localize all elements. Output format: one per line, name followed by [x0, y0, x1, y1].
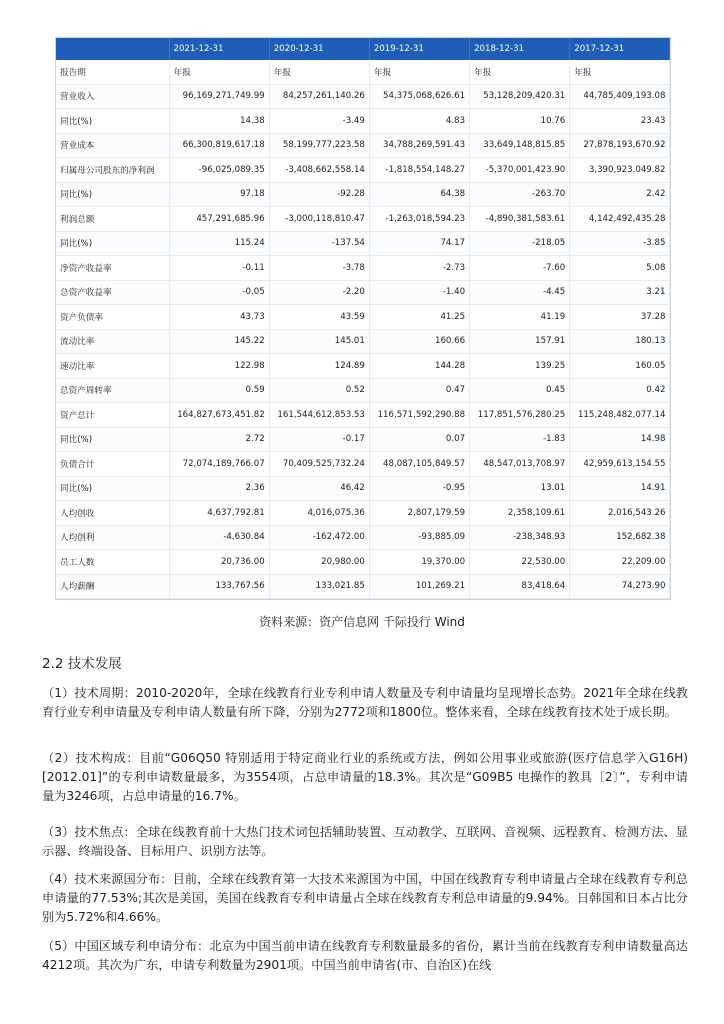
table-cell: 年报: [169, 60, 269, 84]
row-label: 人均薪酬: [56, 574, 169, 599]
table-cell: 0.42: [570, 378, 670, 403]
table-cell: 152,682.38: [570, 525, 670, 550]
table-cell: 117,851,576,280.25: [470, 403, 570, 428]
row-label: 资产总计: [56, 403, 169, 428]
table-cell: 14.91: [570, 476, 670, 501]
table-cell: 0.45: [470, 378, 570, 403]
table-cell: 74,273.90: [570, 574, 670, 599]
table-cell: 0.07: [369, 427, 469, 452]
table-cell: -3,000,118,810.47: [269, 207, 369, 232]
table-cell: 23.43: [570, 109, 670, 134]
table-cell: 48,087,105,849.57: [369, 452, 469, 477]
table-header-cell: 2017-12-31: [570, 38, 670, 60]
table-cell: 144.28: [369, 354, 469, 379]
table-cell: 13.01: [470, 476, 570, 501]
table-row: [56, 574, 670, 599]
table-cell: -92.28: [269, 182, 369, 207]
table-cell: -96,025,089.35: [169, 158, 269, 183]
table-cell: 4,016,075.36: [269, 501, 369, 526]
table-row: [56, 378, 670, 403]
row-label: 同比(%): [56, 427, 169, 452]
row-label: 利润总额: [56, 207, 169, 232]
table-cell: -93,885.09: [369, 525, 469, 550]
row-label: 总资产收益率: [56, 280, 169, 305]
row-label: 速动比率: [56, 354, 169, 379]
table-cell: 19,370.00: [369, 550, 469, 575]
table-cell: 3,390,923,049.82: [570, 158, 670, 183]
table-cell: -1.83: [470, 427, 570, 452]
table-cell: 4,142,492,435.28: [570, 207, 670, 232]
table-body: [56, 60, 670, 599]
table-cell: 4.83: [369, 109, 469, 134]
table-cell: 2.36: [169, 476, 269, 501]
table-cell: 74.17: [369, 231, 469, 256]
table-cell: -3.78: [269, 256, 369, 281]
table-row: [56, 280, 670, 305]
table-cell: 10.76: [470, 109, 570, 134]
row-label: 负债合计: [56, 452, 169, 477]
table-cell: 180.13: [570, 329, 670, 354]
financial-table: [56, 38, 670, 599]
table-cell: 年报: [470, 60, 570, 84]
table-cell: 101,269.21: [369, 574, 469, 599]
table-cell: 115.24: [169, 231, 269, 256]
table-cell: 14.98: [570, 427, 670, 452]
table-row: [56, 182, 670, 207]
financial-table-container: [55, 37, 671, 600]
table-row: [56, 60, 670, 84]
table-header-row: [56, 38, 670, 60]
row-label: 报告期: [56, 60, 169, 84]
table-cell: 42,959,613,154.55: [570, 452, 670, 477]
table-cell: 37.28: [570, 305, 670, 330]
table-cell: 145.22: [169, 329, 269, 354]
table-cell: -0.05: [169, 280, 269, 305]
table-cell: 161,544,612,853.53: [269, 403, 369, 428]
row-label: 归属母公司股东的净利润: [56, 158, 169, 183]
table-cell: -2.73: [369, 256, 469, 281]
table-cell: 3.21: [570, 280, 670, 305]
table-cell: 96,169,271,749.99: [169, 84, 269, 109]
table-cell: 54,375,068,626.61: [369, 84, 469, 109]
table-row: [56, 427, 670, 452]
table-cell: 46.42: [269, 476, 369, 501]
table-row: [56, 207, 670, 232]
table-row: [56, 158, 670, 183]
table-cell: 164,827,673,451.82: [169, 403, 269, 428]
table-row: [56, 133, 670, 158]
table-cell: -137.54: [269, 231, 369, 256]
table-cell: 97.18: [169, 182, 269, 207]
table-row: [56, 452, 670, 477]
table-cell: -0.17: [269, 427, 369, 452]
table-cell: -4,890,381,583.61: [470, 207, 570, 232]
table-cell: 48,547,013,708.97: [470, 452, 570, 477]
table-cell: 43.73: [169, 305, 269, 330]
table-cell: 20,980.00: [269, 550, 369, 575]
table-cell: 122.98: [169, 354, 269, 379]
table-cell: 5.08: [570, 256, 670, 281]
paragraph: （2）技术构成：目前“G06Q50 特别适用于特定商业行业的系统或方法，例如公用事业或旅游(医疗信息学入G16H)[2012.01]”的专利申请数量最多，为3554项，占总申请量的18.3%。其次是“G09B5 电操作的教具〔2〕”，专利申请量为3246项，占总申请量的16.7%。: [42, 751, 688, 803]
table-cell: 116,571,592,290.88: [369, 403, 469, 428]
table-header-cell: 2021-12-31: [169, 38, 269, 60]
table-cell: -4,630.84: [169, 525, 269, 550]
row-label: 营业成本: [56, 133, 169, 158]
table-cell: 年报: [369, 60, 469, 84]
table-caption: 资料来源：资产信息网 千际投行 Wind: [259, 615, 465, 629]
table-cell: -162,472.00: [269, 525, 369, 550]
table-cell: 41.19: [470, 305, 570, 330]
table-header-cell: [56, 38, 169, 60]
row-label: 同比(%): [56, 476, 169, 501]
table-cell: 115,248,482,077.14: [570, 403, 670, 428]
table-cell: 4,637,792.81: [169, 501, 269, 526]
paragraph: （5）中国区域专利申请分布：北京为中国当前申请在线教育专利数量最多的省份，累计当前在线教育专利申请数量高达4212项。其次为广东，申请专利数量为2901项。中国当前申请省(市、自治区)在线: [42, 939, 688, 972]
row-label: 流动比率: [56, 329, 169, 354]
table-cell: 64.38: [369, 182, 469, 207]
table-cell: 43.59: [269, 305, 369, 330]
table-cell: 年报: [269, 60, 369, 84]
table-cell: 66,300,819,617.18: [169, 133, 269, 158]
table-cell: 84,257,261,140.26: [269, 84, 369, 109]
table-cell: 70,409,525,732.24: [269, 452, 369, 477]
table-cell: -1.40: [369, 280, 469, 305]
table-cell: -1,818,554,148.27: [369, 158, 469, 183]
table-cell: 0.52: [269, 378, 369, 403]
table-cell: 157.91: [470, 329, 570, 354]
table-cell: 2.72: [169, 427, 269, 452]
table-row: [56, 354, 670, 379]
table-cell: -263.70: [470, 182, 570, 207]
table-cell: 160.66: [369, 329, 469, 354]
table-cell: 22,209.00: [570, 550, 670, 575]
table-row: [56, 525, 670, 550]
table-cell: -0.11: [169, 256, 269, 281]
table-cell: 44,785,409,193.08: [570, 84, 670, 109]
table-header-cell: 2020-12-31: [269, 38, 369, 60]
table-cell: 124.89: [269, 354, 369, 379]
table-cell: 33,649,148,815.85: [470, 133, 570, 158]
table-cell: 457,291,685.96: [169, 207, 269, 232]
table-cell: 83,418.64: [470, 574, 570, 599]
table-cell: -3,408,662,558.14: [269, 158, 369, 183]
table-cell: -0.95: [369, 476, 469, 501]
row-label: 员工人数: [56, 550, 169, 575]
table-cell: -7.60: [470, 256, 570, 281]
table-cell: 14.38: [169, 109, 269, 134]
row-label: 总资产周转率: [56, 378, 169, 403]
table-row: [56, 256, 670, 281]
table-cell: 0.47: [369, 378, 469, 403]
row-label: 同比(%): [56, 109, 169, 134]
table-cell: 72,074,189,766.07: [169, 452, 269, 477]
row-label: 同比(%): [56, 231, 169, 256]
table-row: [56, 329, 670, 354]
row-label: 同比(%): [56, 182, 169, 207]
table-row: [56, 231, 670, 256]
row-label: 人均创利: [56, 525, 169, 550]
table-cell: -3.49: [269, 109, 369, 134]
table-row: [56, 109, 670, 134]
table-cell: -4.45: [470, 280, 570, 305]
row-label: 营业收入: [56, 84, 169, 109]
table-cell: 133,021.85: [269, 574, 369, 599]
table-cell: 2,807,179.59: [369, 501, 469, 526]
table-cell: 2,016,543.26: [570, 501, 670, 526]
table-cell: 27,878,193,670.92: [570, 133, 670, 158]
table-cell: 22,530.00: [470, 550, 570, 575]
table-cell: 年报: [570, 60, 670, 84]
table-cell: -238,348.93: [470, 525, 570, 550]
table-header-cell: 2018-12-31: [470, 38, 570, 60]
table-cell: 41.25: [369, 305, 469, 330]
table-row: [56, 550, 670, 575]
paragraph: （3）技术焦点：全球在线教育前十大热门技术词包括辅助装置、互动教学、互联网、音视频、远程教育、检测方法、显示器、终端设备、目标用户、识别方法等。: [42, 825, 688, 858]
table-cell: -218.05: [470, 231, 570, 256]
row-label: 净资产收益率: [56, 256, 169, 281]
table-cell: 58,199,777,223.58: [269, 133, 369, 158]
table-cell: -5,370,001,423.90: [470, 158, 570, 183]
table-cell: 0.59: [169, 378, 269, 403]
table-cell: 160.05: [570, 354, 670, 379]
row-label: 人均创收: [56, 501, 169, 526]
table-row: [56, 84, 670, 109]
table-cell: 53,128,209,420.31: [470, 84, 570, 109]
table-row: [56, 305, 670, 330]
table-cell: -3.85: [570, 231, 670, 256]
table-row: [56, 476, 670, 501]
table-cell: 139.25: [470, 354, 570, 379]
table-cell: -1,263,018,594.23: [369, 207, 469, 232]
table-cell: 133,767.56: [169, 574, 269, 599]
table-row: [56, 501, 670, 526]
table-header-cell: 2019-12-31: [369, 38, 469, 60]
row-label: 资产负债率: [56, 305, 169, 330]
section-title: 2.2 技术发展: [42, 656, 122, 672]
table-cell: 145.01: [269, 329, 369, 354]
paragraph: （4）技术来源国分布：目前，全球在线教育第一大技术来源国为中国，中国在线教育专利申请量占全球在线教育专利总申请量的77.53%;其次是美国，美国在线教育专利申请量占全球在线教育专利总申请量的9.94%。日韩国和日本占比分别为5.72%和4.66%。: [42, 872, 688, 924]
table-cell: 2,358,109.61: [470, 501, 570, 526]
table-cell: -2.20: [269, 280, 369, 305]
table-cell: 34,788,269,591.43: [369, 133, 469, 158]
table-cell: 2.42: [570, 182, 670, 207]
paragraph: （1）技术周期：2010-2020年，全球在线教育行业专利申请人数量及专利申请量均呈现增长态势。2021年全球在线教育行业专利申请量及专利申请人数量有所下降，分别为2772项和1800位。整体来看，全球在线教育技术处于成长期。: [42, 686, 688, 719]
table-cell: 20,736.00: [169, 550, 269, 575]
table-row: [56, 403, 670, 428]
